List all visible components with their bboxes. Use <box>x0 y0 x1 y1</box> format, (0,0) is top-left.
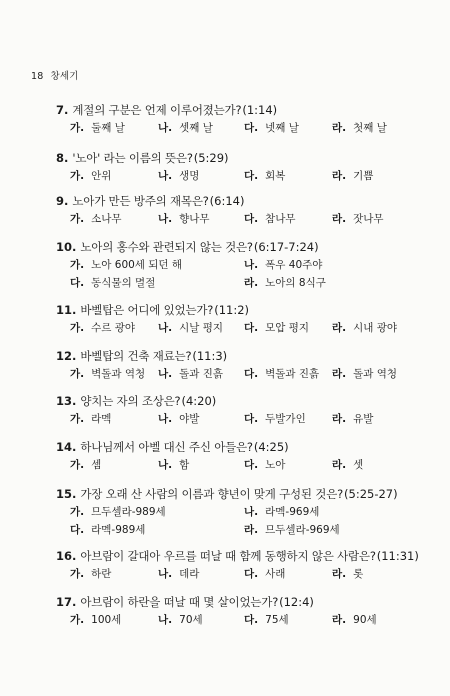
option-text: 므두셀라-989세 <box>91 506 166 518</box>
option-marker: 나. <box>158 413 173 425</box>
option-text: 노아의 8식구 <box>265 277 326 289</box>
option-marker: 라. <box>332 368 347 380</box>
option-text: 시내 광야 <box>353 322 398 334</box>
option-text: 데라 <box>179 568 200 580</box>
option-ga <box>70 566 111 581</box>
options-row <box>56 120 436 135</box>
question-number: 11. <box>56 303 77 317</box>
question-text: 바벨탑의 건축 재료는? <box>80 349 192 363</box>
option-marker: 라. <box>332 614 347 626</box>
question-number: 13. <box>56 394 77 408</box>
option-text: 라멕-969세 <box>265 506 320 518</box>
option-marker: 나. <box>244 506 259 518</box>
option-ra <box>244 522 340 537</box>
option-ra <box>332 120 387 135</box>
option-text: 셋 <box>353 459 364 471</box>
option-text: 시날 평지 <box>179 322 224 334</box>
option-text: 벽돌과 진흙 <box>265 368 320 380</box>
question-16 <box>56 549 436 581</box>
option-text: 70세 <box>179 614 203 626</box>
option-marker: 다. <box>244 122 259 134</box>
option-marker: 라. <box>244 524 259 536</box>
question-reference: (11:31) <box>376 549 419 563</box>
option-ga <box>70 120 125 135</box>
option-ga <box>70 211 122 226</box>
question-reference: (4:25) <box>253 440 289 454</box>
option-text: 돌과 역청 <box>353 368 398 380</box>
question-7 <box>56 103 436 135</box>
option-marker: 다. <box>70 524 85 536</box>
options-row <box>56 257 436 272</box>
option-text: 모압 평지 <box>265 322 310 334</box>
question-text: 노아가 만든 방주의 재목은? <box>72 194 209 208</box>
option-marker: 나. <box>158 122 173 134</box>
option-ga <box>70 257 182 272</box>
option-ga <box>70 366 145 381</box>
option-ra <box>332 566 363 581</box>
option-marker: 라. <box>332 459 347 471</box>
option-da <box>244 566 285 581</box>
question-reference: (5:25-27) <box>344 487 398 501</box>
option-text: 넷째 날 <box>265 122 299 134</box>
option-text: 유발 <box>353 413 374 425</box>
question-line <box>56 487 436 501</box>
option-marker: 나. <box>158 213 173 225</box>
option-text: 롯 <box>353 568 364 580</box>
question-15 <box>56 487 436 537</box>
question-9 <box>56 194 436 226</box>
option-text: 라멕-989세 <box>91 524 146 536</box>
option-marker: 가. <box>70 368 85 380</box>
option-text: 회복 <box>265 170 286 182</box>
option-marker: 가. <box>70 506 85 518</box>
option-marker: 나. <box>158 368 173 380</box>
option-ga <box>70 320 135 335</box>
options-row <box>56 612 436 627</box>
page-header <box>31 68 79 82</box>
option-text: 하란 <box>91 568 112 580</box>
question-13 <box>56 394 436 426</box>
option-marker: 라. <box>332 213 347 225</box>
option-marker: 가. <box>70 413 85 425</box>
question-number: 7. <box>56 103 69 117</box>
option-da <box>244 211 296 226</box>
option-ga <box>70 411 111 426</box>
options-row <box>56 168 436 183</box>
option-ra <box>332 457 363 472</box>
question-text: 하나님께서 아벨 대신 주신 아들은? <box>80 440 253 454</box>
question-text: 가장 오래 산 사람의 이름과 향년이 맞게 구성된 것은? <box>80 487 344 501</box>
section-title: 창세기 <box>50 71 79 82</box>
question-text: 양치는 자의 조상은? <box>80 394 181 408</box>
option-text: 므두셀라-969세 <box>265 524 340 536</box>
option-text: 동식물의 멸절 <box>91 277 156 289</box>
option-ga <box>70 168 111 183</box>
option-marker: 나. <box>244 259 259 271</box>
option-da <box>244 120 299 135</box>
option-text: 야발 <box>179 413 200 425</box>
option-na <box>158 211 210 226</box>
option-ga <box>70 504 166 519</box>
options-row <box>56 566 436 581</box>
option-text: 둘째 날 <box>91 122 125 134</box>
option-marker: 다. <box>244 459 259 471</box>
option-marker: 가. <box>70 213 85 225</box>
option-marker: 가. <box>70 459 85 471</box>
question-reference: (6:17-7:24) <box>253 240 319 254</box>
option-marker: 가. <box>70 170 85 182</box>
option-text: 돌과 진흙 <box>179 368 224 380</box>
option-text: 수르 광야 <box>91 322 136 334</box>
option-marker: 라. <box>332 170 347 182</box>
option-text: 셈 <box>91 459 102 471</box>
option-text: 폭우 40주야 <box>265 259 323 271</box>
option-ra <box>244 275 326 290</box>
question-text: 아브람이 갈대아 우르를 떠날 때 함께 동행하지 않은 사람은? <box>80 549 376 563</box>
question-line <box>56 103 436 117</box>
option-marker: 다. <box>244 614 259 626</box>
question-reference: (1:14) <box>242 103 278 117</box>
option-marker: 다. <box>244 322 259 334</box>
option-da <box>244 320 309 335</box>
option-na <box>158 366 223 381</box>
option-text: 사래 <box>265 568 286 580</box>
question-reference: (11:3) <box>192 349 228 363</box>
question-text: 계절의 구분은 언제 이루어졌는가? <box>72 103 242 117</box>
question-line <box>56 303 436 317</box>
question-number: 10. <box>56 240 77 254</box>
question-14 <box>56 440 436 472</box>
option-na <box>158 457 189 472</box>
option-text: 향나무 <box>179 213 210 225</box>
option-da <box>70 522 145 537</box>
option-marker: 가. <box>70 568 85 580</box>
option-marker: 다. <box>70 277 85 289</box>
option-marker: 다. <box>244 413 259 425</box>
option-da <box>244 612 289 627</box>
page-number: 18 <box>31 71 44 82</box>
question-17 <box>56 595 436 627</box>
options-row <box>56 411 436 426</box>
option-text: 소나무 <box>91 213 122 225</box>
options-row <box>56 275 436 290</box>
option-na <box>158 612 203 627</box>
option-text: 노아 600세 되던 해 <box>91 259 183 271</box>
option-marker: 나. <box>158 568 173 580</box>
option-na <box>158 168 199 183</box>
option-da <box>70 275 155 290</box>
question-number: 14. <box>56 440 77 454</box>
option-marker: 라. <box>244 277 259 289</box>
options-row <box>56 504 436 519</box>
option-na <box>158 566 199 581</box>
option-text: 안위 <box>91 170 112 182</box>
options-row <box>56 457 436 472</box>
option-text: 참나무 <box>265 213 296 225</box>
option-marker: 나. <box>158 459 173 471</box>
option-marker: 다. <box>244 368 259 380</box>
option-marker: 가. <box>70 122 85 134</box>
option-ga <box>70 457 101 472</box>
option-ra <box>332 168 373 183</box>
option-text: 노아 <box>265 459 286 471</box>
question-reference: (12:4) <box>279 595 314 609</box>
option-text: 함 <box>179 459 190 471</box>
option-marker: 나. <box>158 322 173 334</box>
option-marker: 가. <box>70 259 85 271</box>
option-text: 셋째 날 <box>179 122 213 134</box>
options-row <box>56 211 436 226</box>
question-line <box>56 349 436 363</box>
option-text: 라멕 <box>91 413 112 425</box>
option-text: 90세 <box>353 614 377 626</box>
option-na <box>244 504 319 519</box>
option-ga <box>70 612 121 627</box>
question-text: '노아' 라는 이름의 뜻은? <box>72 151 193 165</box>
question-text: 바벨탑은 어디에 있었는가? <box>80 303 214 317</box>
option-na <box>244 257 322 272</box>
question-line <box>56 440 436 454</box>
question-reference: (6:14) <box>209 194 245 208</box>
question-number: 17. <box>56 595 77 609</box>
question-reference: (5:29) <box>193 151 229 165</box>
option-text: 벽돌과 역청 <box>91 368 146 380</box>
option-marker: 라. <box>332 122 347 134</box>
option-ra <box>332 411 373 426</box>
option-na <box>158 411 199 426</box>
option-da <box>244 411 306 426</box>
question-11 <box>56 303 436 335</box>
option-text: 생명 <box>179 170 200 182</box>
option-da <box>244 168 285 183</box>
question-line <box>56 240 436 254</box>
options-row <box>56 320 436 335</box>
question-line <box>56 595 436 609</box>
question-reference: (4:20) <box>181 394 217 408</box>
option-text: 첫째 날 <box>353 122 387 134</box>
option-marker: 나. <box>158 170 173 182</box>
question-10 <box>56 240 436 290</box>
option-marker: 가. <box>70 614 85 626</box>
question-number: 12. <box>56 349 77 363</box>
option-da <box>244 457 285 472</box>
option-text: 75세 <box>265 614 289 626</box>
question-number: 15. <box>56 487 77 501</box>
question-text: 아브람이 하란을 떠날 때 몇 살이었는가? <box>80 595 279 609</box>
option-da <box>244 366 319 381</box>
question-8 <box>56 151 436 183</box>
question-number: 9. <box>56 194 69 208</box>
option-marker: 나. <box>158 614 173 626</box>
option-text: 100세 <box>91 614 122 626</box>
option-marker: 다. <box>244 170 259 182</box>
question-line <box>56 151 436 165</box>
option-marker: 라. <box>332 322 347 334</box>
options-row <box>56 366 436 381</box>
option-ra <box>332 211 384 226</box>
option-marker: 가. <box>70 322 85 334</box>
question-number: 8. <box>56 151 69 165</box>
option-text: 두발가인 <box>265 413 306 425</box>
option-ra <box>332 366 397 381</box>
option-marker: 다. <box>244 213 259 225</box>
option-marker: 라. <box>332 568 347 580</box>
option-text: 기쁨 <box>353 170 374 182</box>
question-line <box>56 394 436 408</box>
question-text: 노아의 홍수와 관련되지 않는 것은? <box>80 240 253 254</box>
option-marker: 라. <box>332 413 347 425</box>
option-ra <box>332 320 397 335</box>
options-row <box>56 522 436 537</box>
option-text: 잣나무 <box>353 213 384 225</box>
question-line <box>56 194 436 208</box>
question-line <box>56 549 436 563</box>
option-na <box>158 320 223 335</box>
option-ra <box>332 612 377 627</box>
question-12 <box>56 349 436 381</box>
option-marker: 다. <box>244 568 259 580</box>
question-number: 16. <box>56 549 77 563</box>
option-na <box>158 120 213 135</box>
question-reference: (11:2) <box>214 303 250 317</box>
